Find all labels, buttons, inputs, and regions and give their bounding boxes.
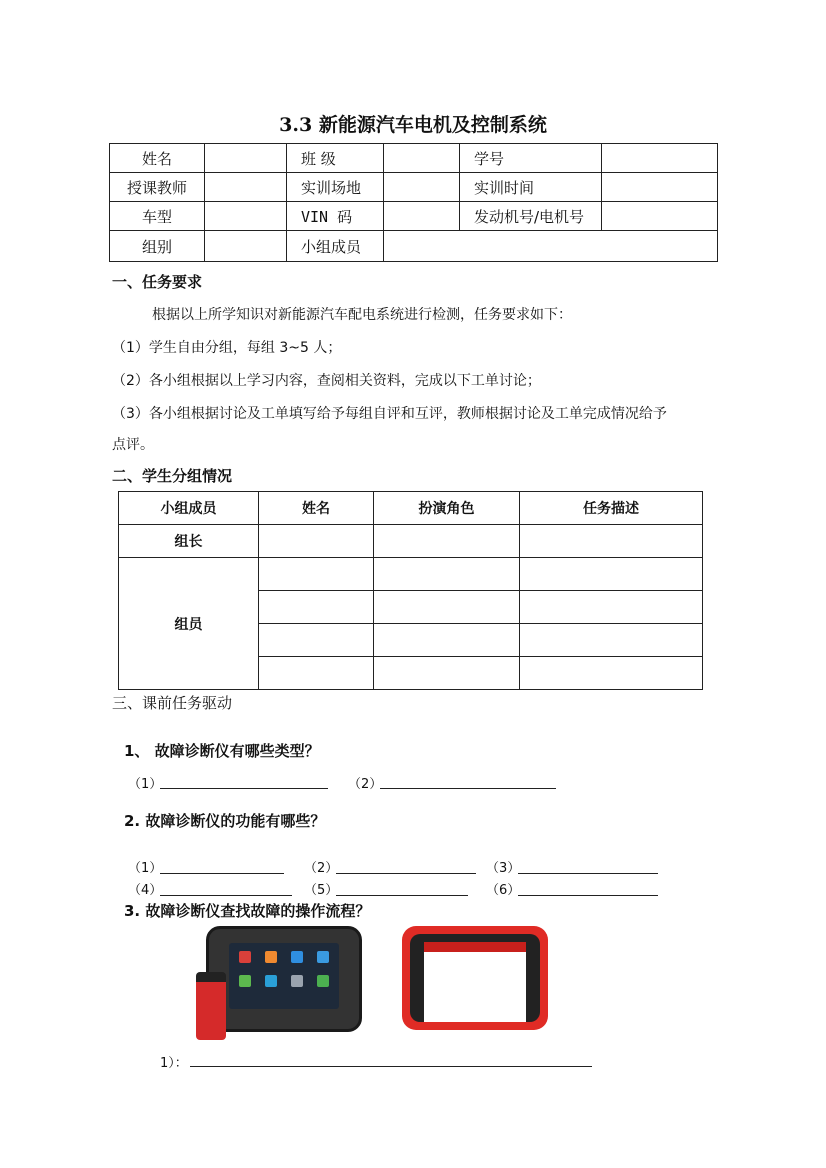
cell[interactable]: [374, 591, 520, 624]
answer-label: （5）: [304, 883, 339, 898]
engine-number-field[interactable]: [602, 202, 718, 231]
cell[interactable]: [259, 525, 374, 558]
label-cell: 姓名: [110, 144, 205, 173]
answer-label: （1）: [128, 777, 163, 792]
tablet-screen: [424, 942, 526, 1022]
group-members-field[interactable]: [384, 231, 718, 262]
label-cell: 班 级: [287, 144, 384, 173]
label-cell: 授课教师: [110, 173, 205, 202]
answer-line[interactable]: [518, 873, 658, 874]
section-heading: 一、任务要求: [112, 273, 203, 291]
answer-line[interactable]: [160, 873, 284, 874]
column-header: 扮演角色: [374, 492, 520, 525]
leader-label: 组长: [119, 525, 259, 558]
group-table: [118, 491, 703, 690]
student-id-field[interactable]: [602, 144, 718, 173]
cell[interactable]: [374, 558, 520, 591]
table-row: [119, 525, 703, 558]
member-label: 组员: [119, 558, 259, 690]
cell[interactable]: [520, 624, 703, 657]
section-heading: 二、学生分组情况: [112, 467, 233, 485]
cell[interactable]: [520, 657, 703, 690]
list-item: 点评。: [112, 437, 154, 453]
cell[interactable]: [520, 558, 703, 591]
cell[interactable]: [374, 525, 520, 558]
cell[interactable]: [259, 558, 374, 591]
venue-field[interactable]: [384, 173, 460, 202]
group-field[interactable]: [205, 231, 287, 262]
time-field[interactable]: [602, 173, 718, 202]
answer-label: （2）: [304, 861, 339, 876]
answer-label: （1）: [128, 861, 163, 876]
column-header: 任务描述: [520, 492, 703, 525]
table-row: [110, 144, 718, 173]
list-item: （3）各小组根据讨论及工单填写给予每组自评和互评，教师根据讨论及工单完成情况给予: [112, 406, 667, 422]
table-row: [110, 231, 718, 262]
label-cell: VIN 码: [287, 202, 384, 231]
label-cell: 学号: [460, 144, 602, 173]
answer-label: （4）: [128, 883, 163, 898]
diagnostic-tablet-black-image: [206, 926, 362, 1032]
vehicle-model-field[interactable]: [205, 202, 287, 231]
answer-line[interactable]: [160, 895, 292, 896]
answer-line[interactable]: [518, 895, 658, 896]
cell[interactable]: [374, 657, 520, 690]
label-cell: 实训场地: [287, 173, 384, 202]
info-table: [109, 143, 718, 262]
answer-line[interactable]: [160, 788, 328, 789]
label-cell: 车型: [110, 202, 205, 231]
teacher-field[interactable]: [205, 173, 287, 202]
cell[interactable]: [374, 624, 520, 657]
list-item: （2）各小组根据以上学习内容，查阅相关资料，完成以下工单讨论；: [112, 373, 541, 389]
answer-line[interactable]: [336, 895, 468, 896]
question-1: 1、 故障诊断仪有哪些类型？: [124, 742, 320, 760]
label-cell: 发动机号/电机号: [460, 202, 602, 231]
answer-label: （2）: [348, 777, 383, 792]
class-field[interactable]: [384, 144, 460, 173]
answer-label: （6）: [486, 883, 521, 898]
question-2: 2. 故障诊断仪的功能有哪些？: [124, 812, 326, 830]
paragraph: 根据以上所学知识对新能源汽车配电系统进行检测，任务要求如下：: [152, 307, 572, 323]
cell[interactable]: [259, 624, 374, 657]
answer-line[interactable]: [380, 788, 556, 789]
question-3: 3. 故障诊断仪查找故障的操作流程？: [124, 902, 371, 920]
vin-field[interactable]: [384, 202, 460, 231]
page-title: 3.3 新能源汽车电机及控制系统: [279, 114, 547, 136]
label-cell: 组别: [110, 231, 205, 262]
column-header: 小组成员: [119, 492, 259, 525]
cell[interactable]: [520, 525, 703, 558]
vci-dongle-image: [196, 972, 226, 1040]
table-row: [119, 558, 703, 591]
answer-label: （3）: [486, 861, 521, 876]
name-field[interactable]: [205, 144, 287, 173]
answer-line[interactable]: [336, 873, 476, 874]
label-cell: 实训时间: [460, 173, 602, 202]
cell[interactable]: [520, 591, 703, 624]
cell[interactable]: [259, 657, 374, 690]
cell[interactable]: [259, 591, 374, 624]
answer-line[interactable]: [190, 1066, 592, 1067]
column-header: 姓名: [259, 492, 374, 525]
list-item: （1）学生自由分组，每组 3~5 人；: [112, 340, 342, 356]
table-row: [110, 173, 718, 202]
table-header-row: [119, 492, 703, 525]
diagnostic-tablet-red-image: [402, 926, 548, 1030]
answer-label: 1）：: [160, 1056, 188, 1071]
tablet-screen: [229, 943, 339, 1009]
label-cell: 小组成员: [287, 231, 384, 262]
table-row: [110, 202, 718, 231]
section-heading: 三、课前任务驱动: [112, 694, 233, 712]
